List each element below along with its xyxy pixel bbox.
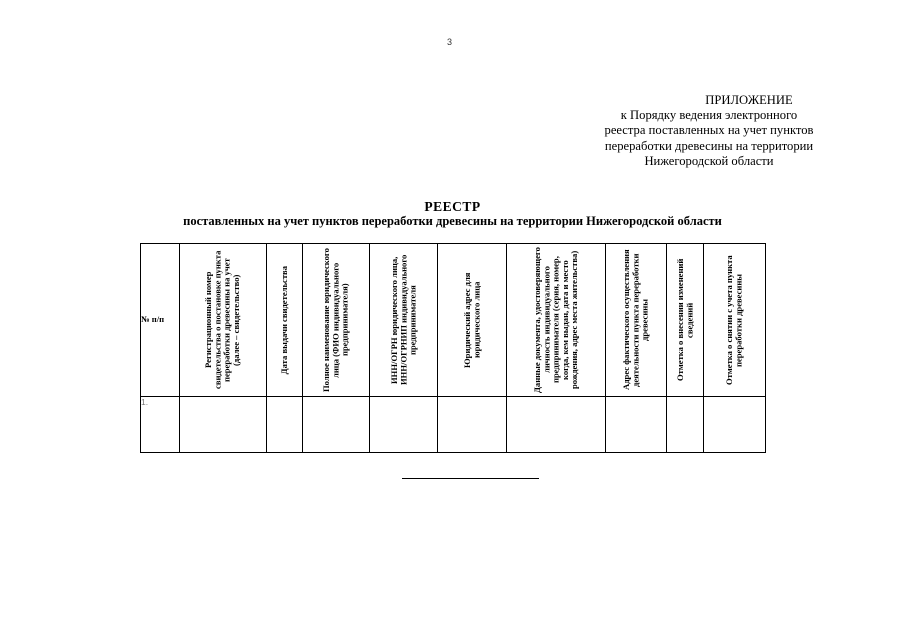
registry-table: [140, 243, 766, 453]
header-text: Дата выдачи свидетельства: [278, 265, 289, 375]
appendix-title: ПРИЛОЖЕНИЕ: [705, 93, 793, 107]
table-cell: [370, 397, 438, 453]
table-cell: [438, 397, 507, 453]
document-title: РЕЕСТР: [424, 199, 481, 214]
table-cell: [606, 397, 667, 453]
table-cell: [667, 397, 704, 453]
page-number: 3: [447, 37, 453, 47]
table-cell: [267, 397, 303, 453]
table-cell: 1.: [141, 397, 180, 453]
header-cell: [267, 244, 303, 397]
appendix-line: Нижегородской области: [644, 153, 774, 168]
header-text: Регистрационный номер свидетельства о постановке пункта переработки древесины на учет (далее – свидетельство): [203, 250, 242, 390]
header-cell: [303, 244, 370, 397]
header-cell: [507, 244, 606, 397]
header-text: Отметка о снятии с учета пункта переработки древесины: [724, 255, 744, 385]
document-subtitle: поставленных на учет пунктов переработки древесины на территории Нижегородской области: [183, 214, 722, 228]
header-cell: № п/п: [141, 244, 180, 397]
header-text: ИНН/ОГРН юридического лица, ИНН/ОГРНИП индивидуального предпринимателя: [388, 254, 418, 386]
header-cell: [606, 244, 667, 397]
header-cell: [180, 244, 267, 397]
header-cell: [667, 244, 704, 397]
header-cell: [438, 244, 507, 397]
header-cell: [370, 244, 438, 397]
header-text: Данные документа, удостоверяющего личность индивидуального предпринимателя (серия, номер, когда, кем выдан, дата и место рождения, адрес места жительства): [531, 247, 579, 393]
table-row: [141, 397, 766, 453]
appendix-line: реестра поставленных на учет пунктов: [604, 123, 814, 138]
table-cell: [303, 397, 370, 453]
header-cell: [704, 244, 766, 397]
header-text: Юридический адрес для юридического лица: [461, 272, 481, 368]
table-cell: [180, 397, 267, 453]
header-row: [141, 244, 766, 397]
header-text: Полное наименование юридического лица (ФИО индивидуального предпринимателя): [321, 248, 350, 392]
table-cell: [507, 397, 606, 453]
appendix-block: [579, 93, 839, 169]
header-text: Отметка о внесении изменений сведений: [674, 258, 694, 382]
header-text: Адрес фактического осуществления деятельности пункта переработки древесины: [621, 249, 650, 391]
appendix-line: к Порядку ведения электронного: [620, 108, 798, 123]
appendix-line: переработки древесины на территории: [604, 138, 814, 153]
table-cell: [704, 397, 766, 453]
footnote-divider: [402, 478, 539, 479]
